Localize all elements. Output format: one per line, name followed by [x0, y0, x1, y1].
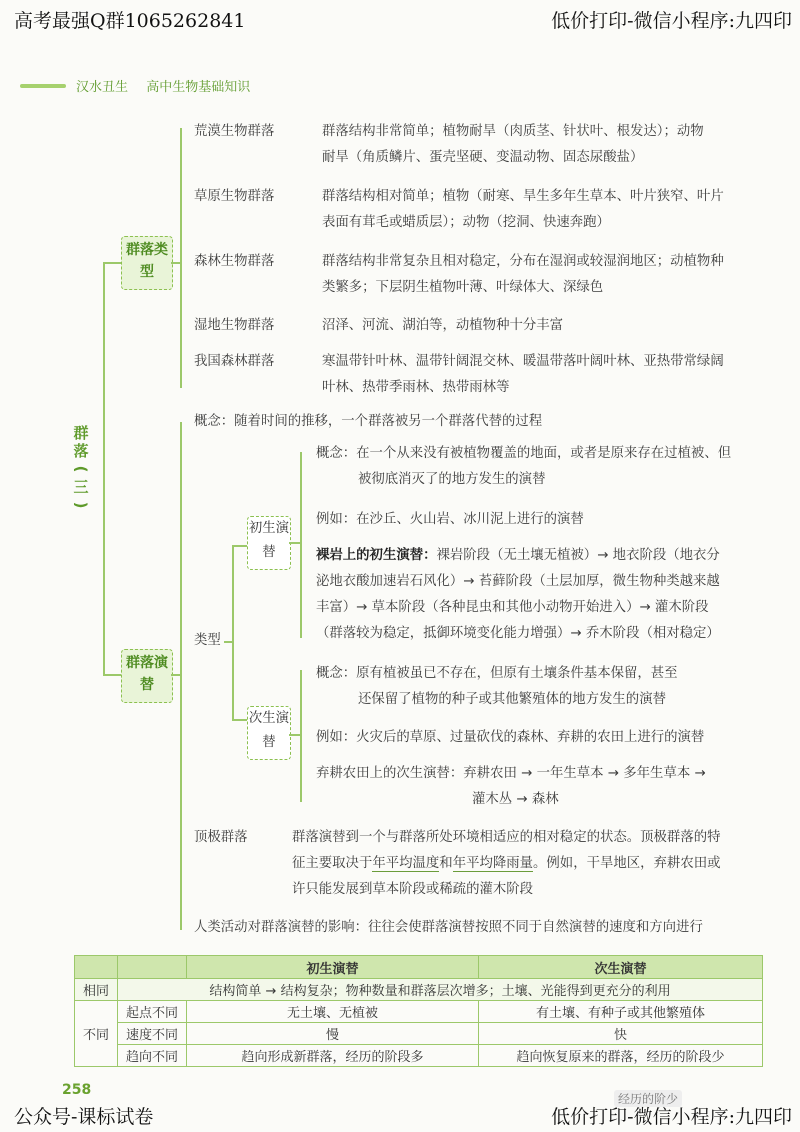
comparison-table — [74, 955, 763, 1067]
header-primary: 初生演替 — [187, 956, 479, 979]
root-char-2: 落 — [73, 442, 89, 460]
table-row — [75, 1001, 763, 1023]
primary-brace-link — [289, 542, 301, 544]
diff-aspect: 起点不同 — [118, 1001, 187, 1023]
root-char-5: ) — [72, 501, 90, 509]
diff-secondary: 趋向恢复原来的群落，经历的阶段少 — [479, 1045, 763, 1067]
watermark-top-left: 高考最强Q群1065262841 — [14, 10, 246, 32]
primary-concept-2: 被彻底消灭了的地方发生的演替 — [358, 472, 546, 487]
farmland-line-1: 弃耕农田上的次生演替：弃耕农田 → 一年生草本 → 多年生草本 → — [316, 766, 706, 781]
type-desc-china-forest-1: 寒温带针叶林、温带针阔混交林、暖温带落叶阔叶林、亚热带常绿阔 — [322, 354, 724, 369]
secondary-example: 例如：火灾后的草原、过量砍伐的森林、弃耕的农田上进行的演替 — [316, 730, 705, 745]
same-text: 结构简单 → 结构复杂；物种数量和群落层次增多；土壤、光能得到更充分的利用 — [118, 979, 763, 1001]
succession-label: 群落演替 — [126, 655, 168, 693]
community-types-box — [121, 236, 173, 290]
types-brace — [180, 128, 182, 388]
secondary-concept-1: 概念：原有植被虽已不存在，但原有土壤条件基本保留，甚至 — [316, 666, 678, 681]
diff-secondary: 有土壤、有种子或其他繁殖体 — [479, 1001, 763, 1023]
root-brace-top — [103, 262, 121, 264]
diff-aspect: 速度不同 — [118, 1023, 187, 1045]
root-label — [70, 424, 92, 514]
climax-label: 顶极群落 — [194, 830, 248, 845]
type-name-forest: 森林生物群落 — [194, 254, 275, 269]
table-row — [75, 1023, 763, 1045]
types-brace-link — [171, 262, 181, 264]
book-series: 汉水丑生 — [76, 80, 129, 95]
type-name-grassland: 草原生物群落 — [194, 189, 275, 204]
climax-line-3: 许只能发展到草本阶段或稀疏的灌木阶段 — [292, 882, 534, 897]
secondary-concept-2: 还保留了植物的种子或其他繁殖体的地方发生的演替 — [358, 692, 666, 707]
header-cell-blank-2 — [118, 956, 187, 979]
climax-line-2 — [292, 852, 721, 876]
fragment-text: 经历的阶少 — [614, 1090, 682, 1107]
type-desc-wetland-1: 沼泽、河流、湖泊等，动植物种十分丰富 — [322, 318, 564, 333]
diff-secondary: 快 — [479, 1023, 763, 1045]
root-brace — [103, 262, 105, 676]
watermark-top-right: 低价打印-微信小程序:九四印 — [551, 10, 792, 32]
climax-key-temperature: 年平均温度 — [372, 856, 440, 871]
human-impact: 人类活动对群落演替的影响：往往会使群落演替按照不同于自然演替的速度和方向进行 — [194, 920, 703, 935]
secondary-succession-label: 次生演替 — [248, 711, 290, 750]
bare-rock-line-4: （群落较为稳定，抵御环境变化能力增强）→ 乔木阶段（相对稳定） — [316, 626, 720, 641]
climax-line-2-pre: 征主要取决于 — [292, 856, 373, 871]
type-desc-desert-1: 群落结构非常简单；植物耐旱（肉质茎、针状叶、根发达）；动物 — [322, 124, 704, 139]
primary-brace — [300, 452, 302, 638]
types-sub-brace — [232, 546, 234, 720]
succession-box — [121, 649, 173, 703]
secondary-succession-box — [247, 706, 291, 760]
primary-concept-1: 概念：在一个从来没有被植物覆盖的地面，或者是原来存在过植被、但 — [316, 446, 732, 461]
page-number: 258 — [62, 1082, 92, 1098]
secondary-link — [232, 719, 247, 721]
type-desc-forest-1: 群落结构非常复杂且相对稳定，分布在湿润或较湿润地区；动植物种 — [322, 254, 724, 269]
climax-key-rainfall: 年平均降雨量 — [452, 856, 534, 871]
table-header-row — [75, 956, 763, 979]
bare-rock-text-1: 裸岩阶段（无土壤无植被）→ 地衣阶段（地衣分 — [436, 548, 720, 563]
secondary-brace-link — [289, 734, 301, 736]
secondary-brace — [300, 670, 302, 802]
succession-types-label: 类型 — [194, 633, 221, 648]
diff-primary: 无土壤、无植被 — [187, 1001, 479, 1023]
book-header — [76, 76, 250, 95]
farmland-line-2: 灌木丛 → 森林 — [472, 792, 559, 807]
primary-link — [232, 545, 247, 547]
diff-aspect: 趋向不同 — [118, 1045, 187, 1067]
diff-label: 不同 — [75, 1001, 118, 1067]
bare-rock-title: 裸岩上的初生演替： — [316, 548, 437, 563]
type-name-china-forest: 我国森林群落 — [194, 354, 275, 369]
primary-succession-label: 初生演替 — [248, 521, 290, 560]
succession-brace-link — [171, 674, 181, 676]
climax-line-1: 群落演替到一个与群落所处环境相适应的相对稳定的状态。顶极群落的特 — [292, 830, 721, 845]
succession-concept: 概念：随着时间的推移，一个群落被另一个群落代替的过程 — [194, 414, 543, 429]
type-desc-china-forest-2: 叶林、热带季雨林、热带雨林等 — [322, 380, 510, 395]
type-desc-grassland-1: 群落结构相对简单；植物（耐寒、旱生多年生草本、叶片狭窄、叶片 — [322, 189, 724, 204]
types-sub-brace-link — [224, 641, 233, 643]
same-label: 相同 — [75, 979, 118, 1001]
diff-primary: 慢 — [187, 1023, 479, 1045]
primary-example: 例如：在沙丘、火山岩、冰川泥上进行的演替 — [316, 512, 584, 527]
table-row-same — [75, 979, 763, 1001]
type-desc-forest-2: 类繁多；下层阴生植物叶薄、叶绿体大、深绿色 — [322, 280, 604, 295]
succession-brace — [180, 422, 182, 930]
root-char-4: 三 — [73, 478, 89, 496]
root-char-1: 群 — [73, 424, 89, 442]
root-char-3: ( — [72, 465, 90, 473]
watermark-bottom-left: 公众号-课标试卷 — [14, 1106, 154, 1128]
header-accent-bar — [20, 84, 66, 88]
type-name-wetland: 湿地生物群落 — [194, 318, 275, 333]
header-cell-blank-1 — [75, 956, 118, 979]
bare-rock-line-3: 丰富）→ 草本阶段（各种昆虫和其他小动物开始进入）→ 灌木阶段 — [316, 600, 709, 615]
type-name-desert: 荒漠生物群落 — [194, 124, 275, 139]
climax-line-2-post: 。例如，干旱地区，弃耕农田或 — [533, 856, 721, 871]
type-desc-desert-2: 耐旱（角质鳞片、蛋壳坚硬、变温动物、固态尿酸盐） — [322, 150, 644, 165]
community-types-label: 群落类型 — [126, 242, 168, 280]
primary-succession-box — [247, 516, 291, 570]
bare-rock-line-1 — [316, 544, 720, 568]
type-desc-grassland-2: 表面有茸毛或蜡质层）；动物（挖洞、快速奔跑） — [322, 215, 610, 230]
book-subtitle: 高中生物基础知识 — [146, 80, 251, 95]
root-brace-bottom — [103, 674, 121, 676]
diff-primary: 趋向形成新群落，经历的阶段多 — [187, 1045, 479, 1067]
climax-line-2-mid: 和 — [439, 856, 453, 871]
table-row — [75, 1045, 763, 1067]
header-secondary: 次生演替 — [479, 956, 763, 979]
bare-rock-line-2: 泌地衣酸加速岩石风化）→ 苔藓阶段（土层加厚，微生物种类越来越 — [316, 574, 720, 589]
watermark-bottom-right: 低价打印-微信小程序:九四印 — [551, 1106, 792, 1128]
